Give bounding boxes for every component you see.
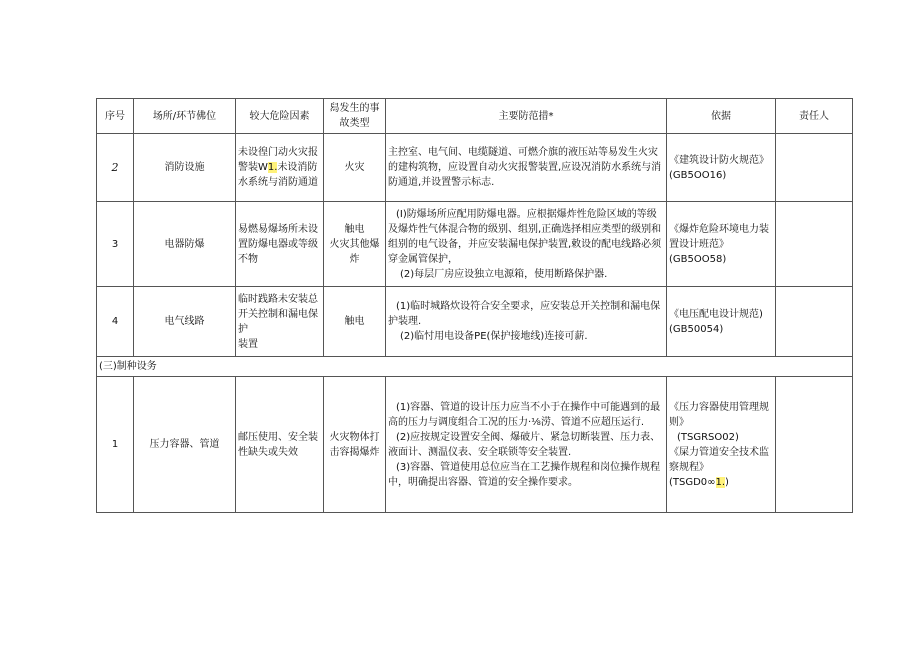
header-place: 场所/环节佛位: [134, 99, 236, 134]
row-place: 电器防爆: [134, 202, 236, 287]
header-accident: 舄发生的事故类型: [324, 99, 386, 134]
row-basis: 《压力容器使用管理规则》 (TSGRSO02) 《屎力管道安全技术监察规程》 (TSGD0∞1.): [667, 377, 776, 513]
highlight-mark: 1.: [267, 162, 278, 173]
row-accident: 触电 火灾其他爆炸: [324, 202, 386, 287]
row-num: 1: [97, 377, 134, 513]
row-owner: [776, 134, 853, 202]
row-basis: 《电压配电设计规范)(GB50054): [667, 287, 776, 357]
row-hazard: 易燃易爆场所未设置防爆电器或等级不物: [236, 202, 324, 287]
row-num: 4: [97, 287, 134, 357]
table-row: [97, 377, 853, 513]
row-basis: 《建筑设计防火规范》(GB5OO16): [667, 134, 776, 202]
row-num: 3: [97, 202, 134, 287]
row-accident: 触电: [324, 287, 386, 357]
row-measures: (I)防爆场所应配用防爆电器。应根据爆炸性危险区域的等级及爆炸性气体混合物的级别、组别,正确选择相应类型的级别和组别的电气设备，并应安装漏电保护装置,敕设的配电线路必须穿金属管保护， (2)每层厂房应设独立电源箱，使用断路保护器.: [386, 202, 667, 287]
header-basis: 依据: [667, 99, 776, 134]
row-owner: [776, 202, 853, 287]
header-num: 序号: [97, 99, 134, 134]
row-num: 2: [97, 134, 134, 202]
table-row: [97, 202, 853, 287]
row-hazard: 邮压使用、安全装性缺失或失效: [236, 377, 324, 513]
row-place: 消防设施: [134, 134, 236, 202]
table-row: [97, 134, 853, 202]
header-row: [97, 99, 853, 134]
row-measures: (1)临时城路炊设符合安全要求，应安装总开关控制和漏电保护装理. (2)临忖用电设备PE(保护接地线)连接可薪.: [386, 287, 667, 357]
section-row: [97, 357, 853, 377]
header-measures: 主要防范措*: [386, 99, 667, 134]
row-owner: [776, 287, 853, 357]
row-owner: [776, 377, 853, 513]
hazard-table: [96, 98, 853, 513]
section-title: (三)制种设务: [97, 357, 853, 377]
row-accident: 火灾物体打击容揭爆炸: [324, 377, 386, 513]
row-hazard: 临时践路未安装总开关控制和漏电保护 装置: [236, 287, 324, 357]
row-measures: (1)容器、管道的设计压力应当不小于在操作中可能遇到的最高的压力与调度组合工况的压力·⅛涝、管道不应超压运行. (2)应按规定设置安全阀、爆破片、紧急切断装置、压力表、液面计、测温仪表、安全联锁等安全装置. (3)容器、管道使用总位应当在工艺操作规程和岗位操作规程中，明确提出容器、管道的安全操作要求。: [386, 377, 667, 513]
row-place: 电气线路: [134, 287, 236, 357]
row-place: 压力容器、管道: [134, 377, 236, 513]
highlight-mark: 1.: [715, 476, 726, 488]
header-hazard: 较大危险因素: [236, 99, 324, 134]
header-owner: 责任人: [776, 99, 853, 134]
table-row: [97, 287, 853, 357]
row-hazard: 未设徨门动火灾报警装W1.未设消防水系统与消防通道: [236, 134, 324, 202]
row-basis: 《爆炸危险环境电力装置设计班范》 (GB5OO58): [667, 202, 776, 287]
row-accident: 火灾: [324, 134, 386, 202]
row-measures: 主控室、电气间、电缆隧道、可燃介旗的液压站等易发生火灾的建构筑物，应设置自动火灾报警装置,应设况消防水系统与消防通道,并设置警示标志.: [386, 134, 667, 202]
